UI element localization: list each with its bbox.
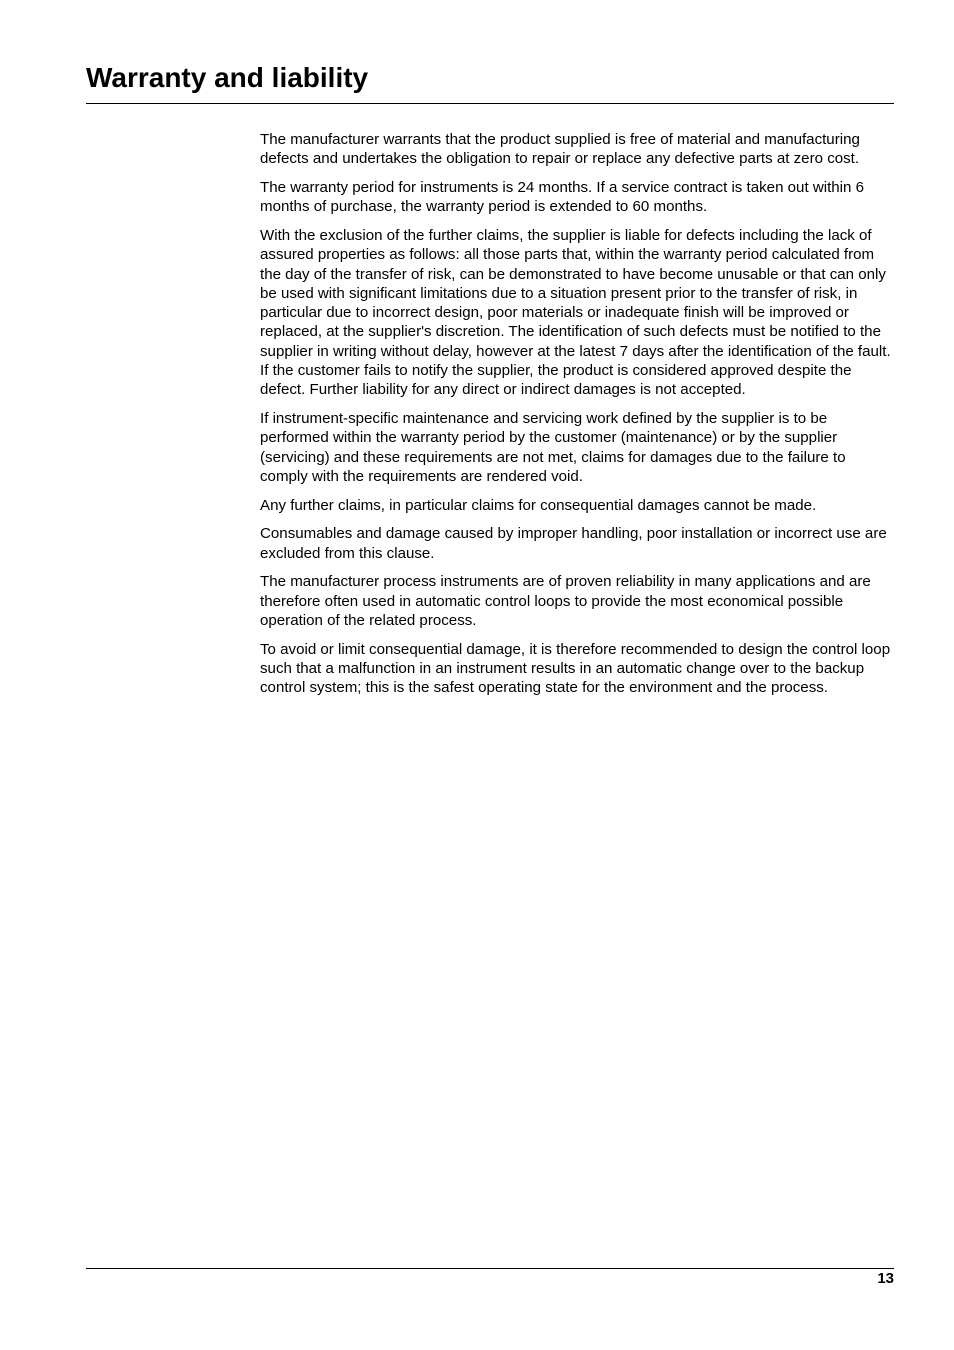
body-text	[260, 130, 896, 707]
paragraph-exclusions: Consumables and damage caused by improper handling, poor installation or incorrect use are excluded from this clause.	[260, 525, 887, 562]
paragraph-reliability: The manufacturer process instruments are of proven reliability in many applications and are therefore often used in automatic control loops to provide the most economical possible operation of the related process.	[260, 573, 871, 629]
paragraph-warranty-coverage: The manufacturer warrants that the product supplied is free of material and manufacturing defects and undertakes the obligation to repair or replace any defective parts at zero cost.	[260, 131, 860, 168]
paragraph-supplier-liability: With the exclusion of the further claims, the supplier is liable for defects including the lack of assured properties as follows: all those parts that, within the warranty period calculated from the day of the transfer of risk, can be demonstrated to have become unusable or that can only be used with significant limitations due to a situation present prior to the transfer of risk, in particular due to incorrect design, poor materials or inadequate finish will be improved or replaced, at the supplier's discretion. The identification of such defects must be notified to the supplier in writing without delay, however at the latest 7 days after the identification of the fault. If the customer fails to notify the supplier, the product is considered approved despite the defect. Further liability for any direct or indirect damages is not accepted.	[260, 226, 891, 399]
paragraph-maintenance-requirements: If instrument-specific maintenance and servicing work defined by the supplier is to be performed within the warranty period by the customer (maintenance) or by the supplier (servicing) and these requirements are not met, claims for damages due to the failure to comply with the requirements are rendered void.	[260, 410, 846, 485]
paragraph-warranty-period: The warranty period for instruments is 24 months. If a service contract is taken out within 6 months of purchase, the warranty period is extended to 60 months.	[260, 178, 865, 216]
title-divider	[86, 103, 894, 104]
paragraph-recommendation: To avoid or limit consequential damage, it is therefore recommended to design the control loop such that a malfunction in an instrument results in an automatic change over to the backup control system; this is the safest operating state for the environment and the process.	[260, 640, 891, 697]
page-title: Warranty and liability	[86, 62, 369, 93]
paragraph-further-claims: Any further claims, in particular claims for consequential damages cannot be made.	[260, 496, 817, 514]
footer-divider	[86, 1268, 894, 1269]
page-number: 13	[877, 1270, 894, 1287]
